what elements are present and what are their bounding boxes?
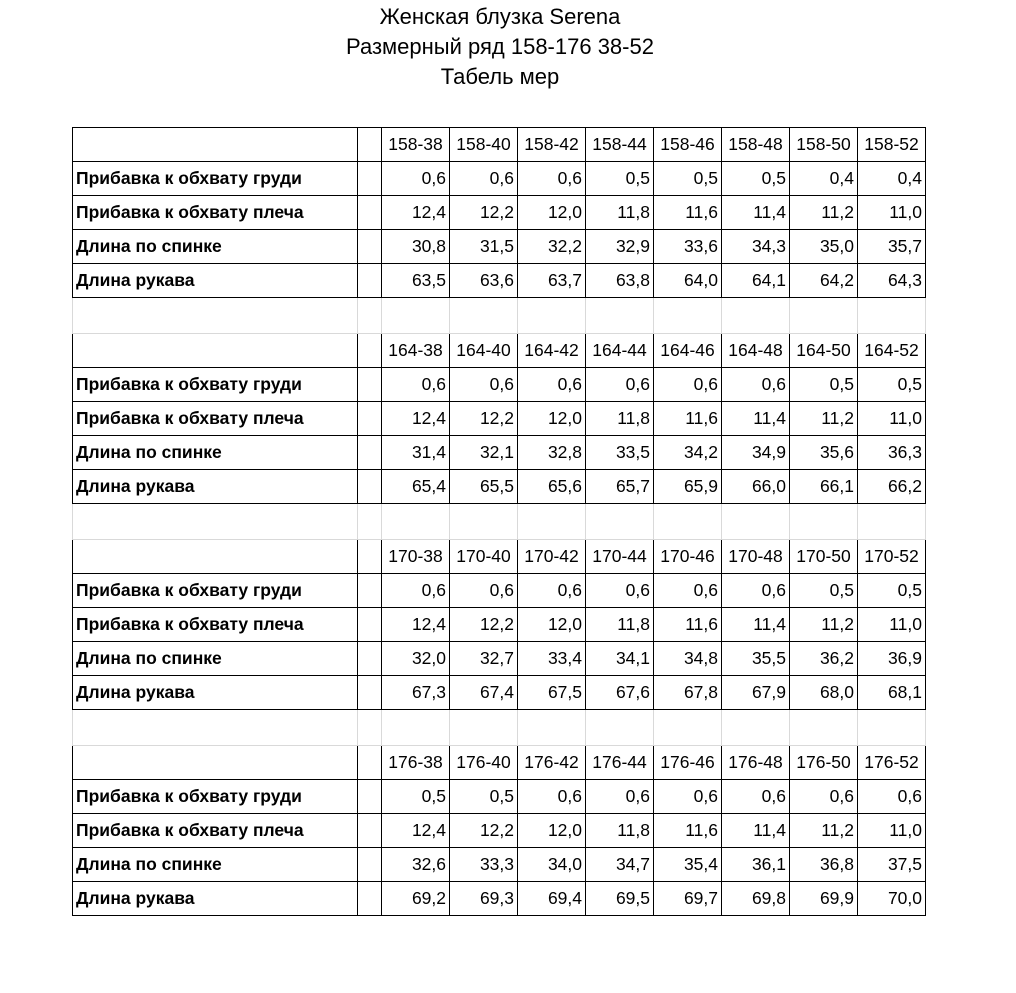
table-row (73, 780, 926, 814)
value-cell: 33,5 (586, 436, 654, 470)
empty-cell (790, 504, 858, 540)
value-cell: 69,4 (518, 882, 586, 916)
value-cell: 11,6 (654, 608, 722, 642)
value-cell: 35,7 (858, 230, 926, 264)
value-cell: 0,6 (518, 368, 586, 402)
value-cell: 67,4 (450, 676, 518, 710)
value-cell: 66,1 (790, 470, 858, 504)
value-cell: 0,6 (586, 574, 654, 608)
gap-cell (358, 540, 382, 574)
value-cell: 37,5 (858, 848, 926, 882)
size-header-cell: 164-44 (586, 334, 654, 368)
value-cell: 63,5 (382, 264, 450, 298)
table-row (73, 608, 926, 642)
size-header-cell: 176-48 (722, 746, 790, 780)
value-cell: 68,1 (858, 676, 926, 710)
empty-cell (722, 504, 790, 540)
value-cell: 69,3 (450, 882, 518, 916)
value-cell: 0,6 (654, 574, 722, 608)
empty-cell (790, 710, 858, 746)
size-header-row (73, 128, 926, 162)
size-header-cell: 176-42 (518, 746, 586, 780)
value-cell: 63,7 (518, 264, 586, 298)
size-header-cell: 170-48 (722, 540, 790, 574)
value-cell: 12,2 (450, 402, 518, 436)
value-cell: 11,4 (722, 814, 790, 848)
spacer-row (73, 710, 926, 746)
measurement-table (72, 127, 926, 916)
value-cell: 65,4 (382, 470, 450, 504)
value-cell: 11,4 (722, 608, 790, 642)
gap-cell (358, 436, 382, 470)
value-cell: 32,0 (382, 642, 450, 676)
value-cell: 31,5 (450, 230, 518, 264)
value-cell: 63,8 (586, 264, 654, 298)
value-cell: 11,8 (586, 608, 654, 642)
empty-cell (858, 504, 926, 540)
value-cell: 34,1 (586, 642, 654, 676)
size-header-cell: 164-46 (654, 334, 722, 368)
table-row (73, 470, 926, 504)
gap-cell (358, 470, 382, 504)
measurement-label: Прибавка к обхвату плеча (73, 814, 358, 848)
value-cell: 11,0 (858, 402, 926, 436)
header-label-cell (73, 128, 358, 162)
value-cell: 0,5 (858, 368, 926, 402)
measurement-label: Прибавка к обхвату груди (73, 780, 358, 814)
spacer-row (73, 504, 926, 540)
value-cell: 0,6 (586, 368, 654, 402)
size-header-cell: 170-42 (518, 540, 586, 574)
size-header-cell: 170-52 (858, 540, 926, 574)
value-cell: 0,6 (654, 368, 722, 402)
value-cell: 0,5 (858, 574, 926, 608)
value-cell: 11,8 (586, 402, 654, 436)
empty-cell (73, 710, 358, 746)
value-cell: 0,5 (382, 780, 450, 814)
value-cell: 34,9 (722, 436, 790, 470)
gap-cell (358, 230, 382, 264)
value-cell: 36,3 (858, 436, 926, 470)
value-cell: 11,2 (790, 814, 858, 848)
value-cell: 11,8 (586, 196, 654, 230)
empty-cell (382, 504, 450, 540)
size-header-cell: 170-50 (790, 540, 858, 574)
size-header-cell: 164-52 (858, 334, 926, 368)
measurement-label: Прибавка к обхвату груди (73, 574, 358, 608)
value-cell: 0,5 (790, 574, 858, 608)
value-cell: 69,8 (722, 882, 790, 916)
measurement-label: Прибавка к обхвату груди (73, 162, 358, 196)
size-header-cell: 176-46 (654, 746, 722, 780)
header-label-cell (73, 746, 358, 780)
value-cell: 67,8 (654, 676, 722, 710)
value-cell: 34,0 (518, 848, 586, 882)
measurement-label: Прибавка к обхвату плеча (73, 608, 358, 642)
value-cell: 0,5 (790, 368, 858, 402)
value-cell: 0,6 (518, 780, 586, 814)
value-cell: 34,2 (654, 436, 722, 470)
value-cell: 67,3 (382, 676, 450, 710)
value-cell: 67,6 (586, 676, 654, 710)
value-cell: 0,6 (450, 162, 518, 196)
value-cell: 12,0 (518, 608, 586, 642)
value-cell: 11,2 (790, 608, 858, 642)
value-cell: 36,8 (790, 848, 858, 882)
value-cell: 12,2 (450, 608, 518, 642)
size-header-cell: 176-44 (586, 746, 654, 780)
value-cell: 0,6 (722, 368, 790, 402)
gap-cell (358, 162, 382, 196)
empty-cell (722, 710, 790, 746)
empty-cell (358, 298, 382, 334)
empty-cell (358, 504, 382, 540)
value-cell: 67,9 (722, 676, 790, 710)
value-cell: 32,9 (586, 230, 654, 264)
measurement-label: Длина по спинке (73, 848, 358, 882)
size-header-cell: 158-40 (450, 128, 518, 162)
size-header-cell: 164-50 (790, 334, 858, 368)
title-product-name: Женская блузка Serena (379, 4, 621, 29)
gap-cell (358, 780, 382, 814)
gap-cell (358, 368, 382, 402)
value-cell: 11,6 (654, 402, 722, 436)
value-cell: 32,7 (450, 642, 518, 676)
size-header-cell: 164-38 (382, 334, 450, 368)
value-cell: 0,5 (654, 162, 722, 196)
value-cell: 0,6 (722, 780, 790, 814)
value-cell: 11,0 (858, 814, 926, 848)
table-row (73, 264, 926, 298)
value-cell: 69,5 (586, 882, 654, 916)
table-row (73, 196, 926, 230)
size-header-cell: 158-52 (858, 128, 926, 162)
gap-cell (358, 334, 382, 368)
size-header-cell: 176-50 (790, 746, 858, 780)
gap-cell (358, 642, 382, 676)
size-header-cell: 176-52 (858, 746, 926, 780)
value-cell: 32,6 (382, 848, 450, 882)
empty-cell (358, 710, 382, 746)
measurement-label: Прибавка к обхвату плеча (73, 196, 358, 230)
value-cell: 12,2 (450, 814, 518, 848)
gap-cell (358, 574, 382, 608)
measurement-sheet (72, 127, 926, 916)
empty-cell (518, 504, 586, 540)
spacer-row (73, 298, 926, 334)
measurement-label: Прибавка к обхвату плеча (73, 402, 358, 436)
empty-cell (382, 298, 450, 334)
title-measurement-table: Табель мер (440, 64, 560, 89)
gap-cell (358, 676, 382, 710)
value-cell: 12,4 (382, 196, 450, 230)
size-header-cell: 158-42 (518, 128, 586, 162)
value-cell: 11,4 (722, 196, 790, 230)
value-cell: 12,4 (382, 608, 450, 642)
empty-cell (654, 710, 722, 746)
value-cell: 69,7 (654, 882, 722, 916)
value-cell: 0,6 (450, 368, 518, 402)
value-cell: 30,8 (382, 230, 450, 264)
empty-cell (450, 504, 518, 540)
measurement-label: Прибавка к обхвату груди (73, 368, 358, 402)
gap-cell (358, 264, 382, 298)
value-cell: 68,0 (790, 676, 858, 710)
value-cell: 35,6 (790, 436, 858, 470)
document-title (0, 2, 1000, 92)
value-cell: 32,2 (518, 230, 586, 264)
value-cell: 35,5 (722, 642, 790, 676)
value-cell: 12,4 (382, 402, 450, 436)
value-cell: 33,3 (450, 848, 518, 882)
value-cell: 66,2 (858, 470, 926, 504)
gap-cell (358, 608, 382, 642)
size-header-cell: 164-42 (518, 334, 586, 368)
value-cell: 0,6 (654, 780, 722, 814)
value-cell: 0,5 (450, 780, 518, 814)
size-header-cell: 158-50 (790, 128, 858, 162)
empty-cell (722, 298, 790, 334)
value-cell: 0,6 (450, 574, 518, 608)
measurement-label: Длина рукава (73, 470, 358, 504)
size-header-row (73, 540, 926, 574)
value-cell: 11,2 (790, 402, 858, 436)
gap-cell (358, 746, 382, 780)
value-cell: 0,5 (722, 162, 790, 196)
value-cell: 64,1 (722, 264, 790, 298)
value-cell: 34,8 (654, 642, 722, 676)
size-header-cell: 170-38 (382, 540, 450, 574)
value-cell: 36,1 (722, 848, 790, 882)
table-row (73, 642, 926, 676)
value-cell: 34,7 (586, 848, 654, 882)
value-cell: 31,4 (382, 436, 450, 470)
gap-cell (358, 848, 382, 882)
value-cell: 12,2 (450, 196, 518, 230)
measurement-label: Длина по спинке (73, 642, 358, 676)
measurement-label: Длина по спинке (73, 230, 358, 264)
empty-cell (382, 710, 450, 746)
value-cell: 11,6 (654, 814, 722, 848)
measurement-label: Длина рукава (73, 264, 358, 298)
value-cell: 33,4 (518, 642, 586, 676)
measurement-label: Длина рукава (73, 676, 358, 710)
value-cell: 64,3 (858, 264, 926, 298)
value-cell: 11,8 (586, 814, 654, 848)
value-cell: 65,6 (518, 470, 586, 504)
header-label-cell (73, 540, 358, 574)
value-cell: 36,9 (858, 642, 926, 676)
empty-cell (518, 298, 586, 334)
gap-cell (358, 128, 382, 162)
value-cell: 0,6 (382, 368, 450, 402)
size-header-cell: 158-48 (722, 128, 790, 162)
value-cell: 35,4 (654, 848, 722, 882)
empty-cell (586, 298, 654, 334)
value-cell: 11,2 (790, 196, 858, 230)
empty-cell (654, 504, 722, 540)
value-cell: 11,0 (858, 196, 926, 230)
value-cell: 0,6 (382, 574, 450, 608)
value-cell: 70,0 (858, 882, 926, 916)
empty-cell (586, 710, 654, 746)
value-cell: 69,9 (790, 882, 858, 916)
size-header-cell: 158-38 (382, 128, 450, 162)
size-header-cell: 176-40 (450, 746, 518, 780)
value-cell: 69,2 (382, 882, 450, 916)
value-cell: 35,0 (790, 230, 858, 264)
value-cell: 0,6 (382, 162, 450, 196)
table-row (73, 814, 926, 848)
table-row (73, 574, 926, 608)
value-cell: 65,5 (450, 470, 518, 504)
empty-cell (450, 710, 518, 746)
value-cell: 67,5 (518, 676, 586, 710)
size-header-cell: 176-38 (382, 746, 450, 780)
table-row (73, 230, 926, 264)
value-cell: 66,0 (722, 470, 790, 504)
value-cell: 33,6 (654, 230, 722, 264)
size-header-cell: 158-44 (586, 128, 654, 162)
empty-cell (73, 504, 358, 540)
empty-cell (654, 298, 722, 334)
value-cell: 12,0 (518, 196, 586, 230)
value-cell: 12,0 (518, 402, 586, 436)
value-cell: 0,6 (858, 780, 926, 814)
value-cell: 12,0 (518, 814, 586, 848)
size-header-cell: 164-40 (450, 334, 518, 368)
value-cell: 36,2 (790, 642, 858, 676)
value-cell: 0,6 (518, 574, 586, 608)
empty-cell (586, 504, 654, 540)
value-cell: 65,9 (654, 470, 722, 504)
title-size-range: Размерный ряд 158-176 38-52 (346, 34, 654, 59)
value-cell: 32,8 (518, 436, 586, 470)
gap-cell (358, 882, 382, 916)
empty-cell (858, 710, 926, 746)
table-row (73, 848, 926, 882)
gap-cell (358, 814, 382, 848)
size-header-row (73, 334, 926, 368)
value-cell: 34,3 (722, 230, 790, 264)
gap-cell (358, 402, 382, 436)
empty-cell (450, 298, 518, 334)
value-cell: 11,0 (858, 608, 926, 642)
size-header-row (73, 746, 926, 780)
value-cell: 0,4 (790, 162, 858, 196)
value-cell: 12,4 (382, 814, 450, 848)
size-header-cell: 170-40 (450, 540, 518, 574)
value-cell: 0,5 (586, 162, 654, 196)
empty-cell (790, 298, 858, 334)
empty-cell (73, 298, 358, 334)
table-row (73, 436, 926, 470)
table-row (73, 676, 926, 710)
value-cell: 0,6 (518, 162, 586, 196)
value-cell: 32,1 (450, 436, 518, 470)
gap-cell (358, 196, 382, 230)
value-cell: 0,6 (790, 780, 858, 814)
measurement-label: Длина рукава (73, 882, 358, 916)
value-cell: 63,6 (450, 264, 518, 298)
empty-cell (858, 298, 926, 334)
value-cell: 64,2 (790, 264, 858, 298)
empty-cell (518, 710, 586, 746)
size-header-cell: 170-44 (586, 540, 654, 574)
table-row (73, 882, 926, 916)
value-cell: 11,4 (722, 402, 790, 436)
value-cell: 64,0 (654, 264, 722, 298)
value-cell: 11,6 (654, 196, 722, 230)
value-cell: 0,6 (722, 574, 790, 608)
value-cell: 0,6 (586, 780, 654, 814)
value-cell: 65,7 (586, 470, 654, 504)
table-row (73, 162, 926, 196)
table-row (73, 368, 926, 402)
measurement-label: Длина по спинке (73, 436, 358, 470)
size-header-cell: 158-46 (654, 128, 722, 162)
table-row (73, 402, 926, 436)
header-label-cell (73, 334, 358, 368)
value-cell: 0,4 (858, 162, 926, 196)
size-header-cell: 170-46 (654, 540, 722, 574)
size-header-cell: 164-48 (722, 334, 790, 368)
